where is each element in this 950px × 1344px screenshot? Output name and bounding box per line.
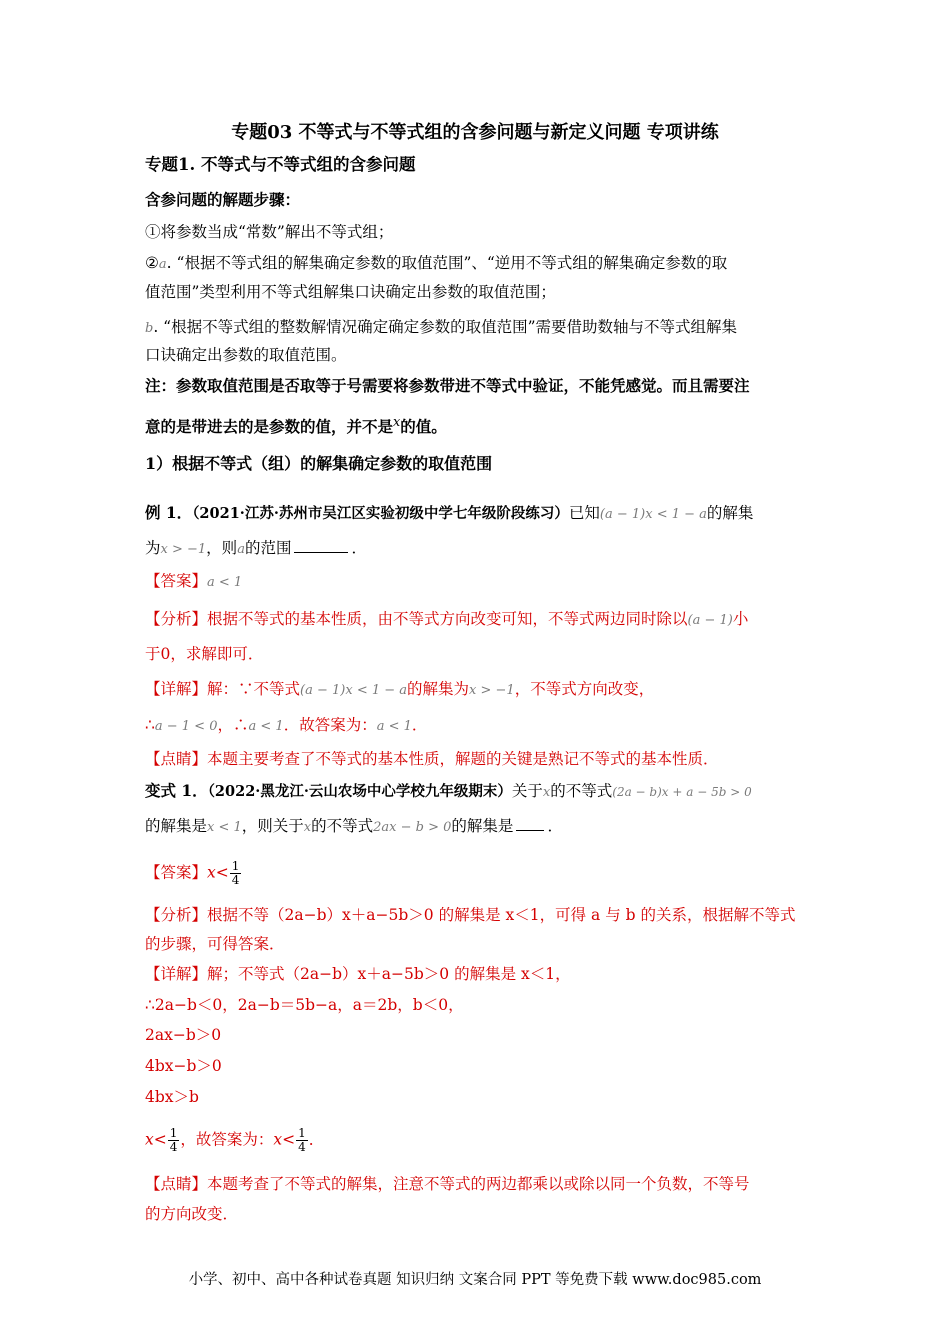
step-3-text: . “根据不等式组的整数解情况确定确定参数的取值范围”需要借助数轴与不等式组解集 xyxy=(153,318,738,336)
variant-text: 的不等式 xyxy=(550,782,613,800)
note-var: x xyxy=(393,415,401,430)
variable: x xyxy=(303,820,312,835)
step-2-text: . “根据不等式组的解集确定参数的取值范围”、“逆用不等式组的解集确定参数的取 xyxy=(166,254,728,272)
detail-text: x< xyxy=(145,1130,167,1149)
step-2-line-1 xyxy=(145,253,727,275)
expression: x > −1 xyxy=(160,542,207,557)
variable: x xyxy=(542,785,551,800)
variant-1-detail-5: 4bx＞b xyxy=(145,1088,199,1106)
expression: x > −1 xyxy=(469,683,515,698)
expression: (a − 1) xyxy=(687,613,733,628)
detail-text: ，不等式方向改变， xyxy=(514,680,655,698)
variant-1-detail-3: 2ax−b＞0 xyxy=(145,1026,222,1044)
page-title: 专题03 不等式与不等式组的含参问题与新定义问题 专项讲练 xyxy=(231,122,719,143)
example-1-detail-1 xyxy=(145,679,654,701)
variant-text: 的解集是 xyxy=(451,817,514,835)
detail-text: x< xyxy=(273,1130,296,1149)
example-text: 的范围 xyxy=(244,539,292,557)
detail-text: 的解集为 xyxy=(407,680,470,698)
comment-text: 本题考查了不等式的解集，注意不等式的两边都乘以或除以同一个负数，不等号 xyxy=(207,1175,750,1193)
detail-text: 解；不等式（2a−b）x＋a−5b＞0 的解集是 x＜1， xyxy=(207,965,571,983)
example-1-analysis-1 xyxy=(145,609,748,631)
fraction-denominator: 4 xyxy=(298,1140,306,1154)
analysis-text: 小 xyxy=(732,610,749,628)
example-1-line-1 xyxy=(145,503,753,525)
variant-1-comment-1 xyxy=(145,1174,750,1194)
analysis-text: 根据不等式的基本性质，由不等式方向改变可知，不等式两边同时除以 xyxy=(207,610,688,628)
variant-1-detail-4: 4bx−b＞0 xyxy=(145,1057,222,1075)
comment-text: 本题主要考查了不等式的基本性质，解题的关键是熟记不等式的基本性质． xyxy=(207,750,719,768)
detail-text: ． xyxy=(411,716,428,734)
detail-text: ∴ xyxy=(145,716,155,734)
variant-1-detail-6 xyxy=(145,1127,324,1154)
answer-value: x< xyxy=(207,863,229,882)
example-1-detail-2 xyxy=(145,715,427,737)
expression: a < 1 xyxy=(376,719,412,734)
analysis-tag: 【分析】 xyxy=(145,906,208,924)
expression: a − 1 < 0 xyxy=(154,719,218,734)
comment-tag: 【点睛】 xyxy=(145,750,208,768)
expression: a < 1 xyxy=(248,719,284,734)
detail-text: ． xyxy=(308,1130,325,1149)
variant-1-analysis-1 xyxy=(145,905,795,925)
variant-text: 的不等式 xyxy=(311,817,374,835)
variant-1-comment-2: 的方向改变． xyxy=(145,1205,239,1223)
note-text-end: 的值。 xyxy=(400,417,447,437)
variant-1-line-2 xyxy=(145,816,563,838)
example-source: （2021·江苏·苏州市吴江区实验初级中学七年级阶段练习） xyxy=(192,505,569,522)
fraction xyxy=(296,1127,308,1154)
fraction-numerator: 1 xyxy=(169,1126,178,1140)
example-text: ． xyxy=(351,539,367,557)
example-1-line-2 xyxy=(145,538,367,560)
step-3-line-2: 口诀确定出参数的取值范围。 xyxy=(145,346,347,364)
expression: (a − 1)x < 1 − a xyxy=(599,507,707,522)
fraction-denominator: 4 xyxy=(231,873,240,887)
subsection-heading: 1）根据不等式（组）的解集确定参数的取值范围 xyxy=(145,454,493,473)
analysis-tag: 【分析】 xyxy=(145,610,208,628)
answer-tag: 【答案】 xyxy=(145,863,208,882)
variant-1-line-1 xyxy=(145,781,752,803)
fraction-numerator: 1 xyxy=(298,1126,306,1140)
step-2-var: a xyxy=(158,257,167,272)
variable: a xyxy=(237,542,245,557)
section-heading: 专题1. 不等式与不等式组的含参问题 xyxy=(145,155,416,174)
variant-text: ，则关于 xyxy=(241,817,304,835)
detail-text: ，故答案为： xyxy=(180,1130,274,1149)
example-text: 已知 xyxy=(568,504,600,522)
variant-1-analysis-2: 的步骤，可得答案． xyxy=(145,935,285,953)
analysis-text: 根据不等（2a−b）x＋a−5b＞0 的解集是 x＜1，可得 a 与 b 的关系，根据解不等式 xyxy=(207,906,796,924)
fraction-denominator: 4 xyxy=(169,1140,178,1154)
fraction-numerator: 1 xyxy=(231,859,240,873)
answer-tag: 【答案】 xyxy=(145,572,208,590)
example-text: ，则 xyxy=(206,539,238,557)
variant-text: 关于 xyxy=(511,782,543,800)
expression: 2ax − b > 0 xyxy=(373,820,452,835)
answer-value: a < 1 xyxy=(207,575,243,590)
note-line-2 xyxy=(145,413,447,437)
example-text: 的解集 xyxy=(706,504,754,522)
variant-label: 变式 1． xyxy=(145,781,208,800)
detail-tag: 【详解】 xyxy=(145,680,208,698)
step-3-var: b xyxy=(145,321,154,336)
variant-1-detail-1 xyxy=(145,964,571,984)
example-text: 为 xyxy=(145,539,161,557)
step-1: ①将参数当成“常数”解出不等式组； xyxy=(145,223,394,241)
step-2-prefix: ② xyxy=(145,254,159,272)
detail-text: ，∴ xyxy=(217,716,249,734)
variant-text: ． xyxy=(547,817,563,835)
steps-heading: 含参问题的解题步骤： xyxy=(145,190,301,209)
fraction xyxy=(168,1127,180,1154)
example-1-comment xyxy=(145,749,719,769)
detail-text: 解：∵不等式 xyxy=(207,680,301,698)
expression: (2a − b)x + a − 5b > 0 xyxy=(612,785,752,799)
variant-1-detail-2: ∴2a−b＜0，2a−b＝5b−a，a＝2b，b＜0， xyxy=(145,996,464,1014)
step-2-line-2: 值范围”类型利用不等式组解集口诀确定出参数的取值范围； xyxy=(145,283,556,301)
fraction xyxy=(230,860,242,887)
expression: x < 1 xyxy=(207,820,242,835)
example-1-analysis-2: 于0，求解即可． xyxy=(145,645,264,663)
example-label: 例 1． xyxy=(145,503,193,522)
answer-blank xyxy=(516,816,544,831)
variant-source: （2022·黑龙江·云山农场中心学校九年级期末） xyxy=(207,783,512,800)
detail-text: ．故答案为： xyxy=(283,716,377,734)
answer-blank xyxy=(294,538,348,553)
example-1-answer xyxy=(145,571,242,593)
note-text: 意的是带进去的是参数的值，并不是 xyxy=(145,417,394,437)
page-footer: 小学、初中、高中各种试卷真题 知识归纳 文案合同 PPT 等免费下载 www.doc985.com xyxy=(188,1272,762,1288)
variant-text: 的解集是 xyxy=(145,817,208,835)
variant-1-answer xyxy=(145,860,242,887)
note-line-1: 注：参数取值范围是否取等于号需要将参数带进不等式中验证，不能凭感觉。而且需要注 xyxy=(145,376,750,395)
expression: (a − 1)x < 1 − a xyxy=(300,683,408,698)
comment-tag: 【点睛】 xyxy=(145,1175,208,1193)
step-3-line-1 xyxy=(145,317,737,339)
detail-tag: 【详解】 xyxy=(145,965,208,983)
